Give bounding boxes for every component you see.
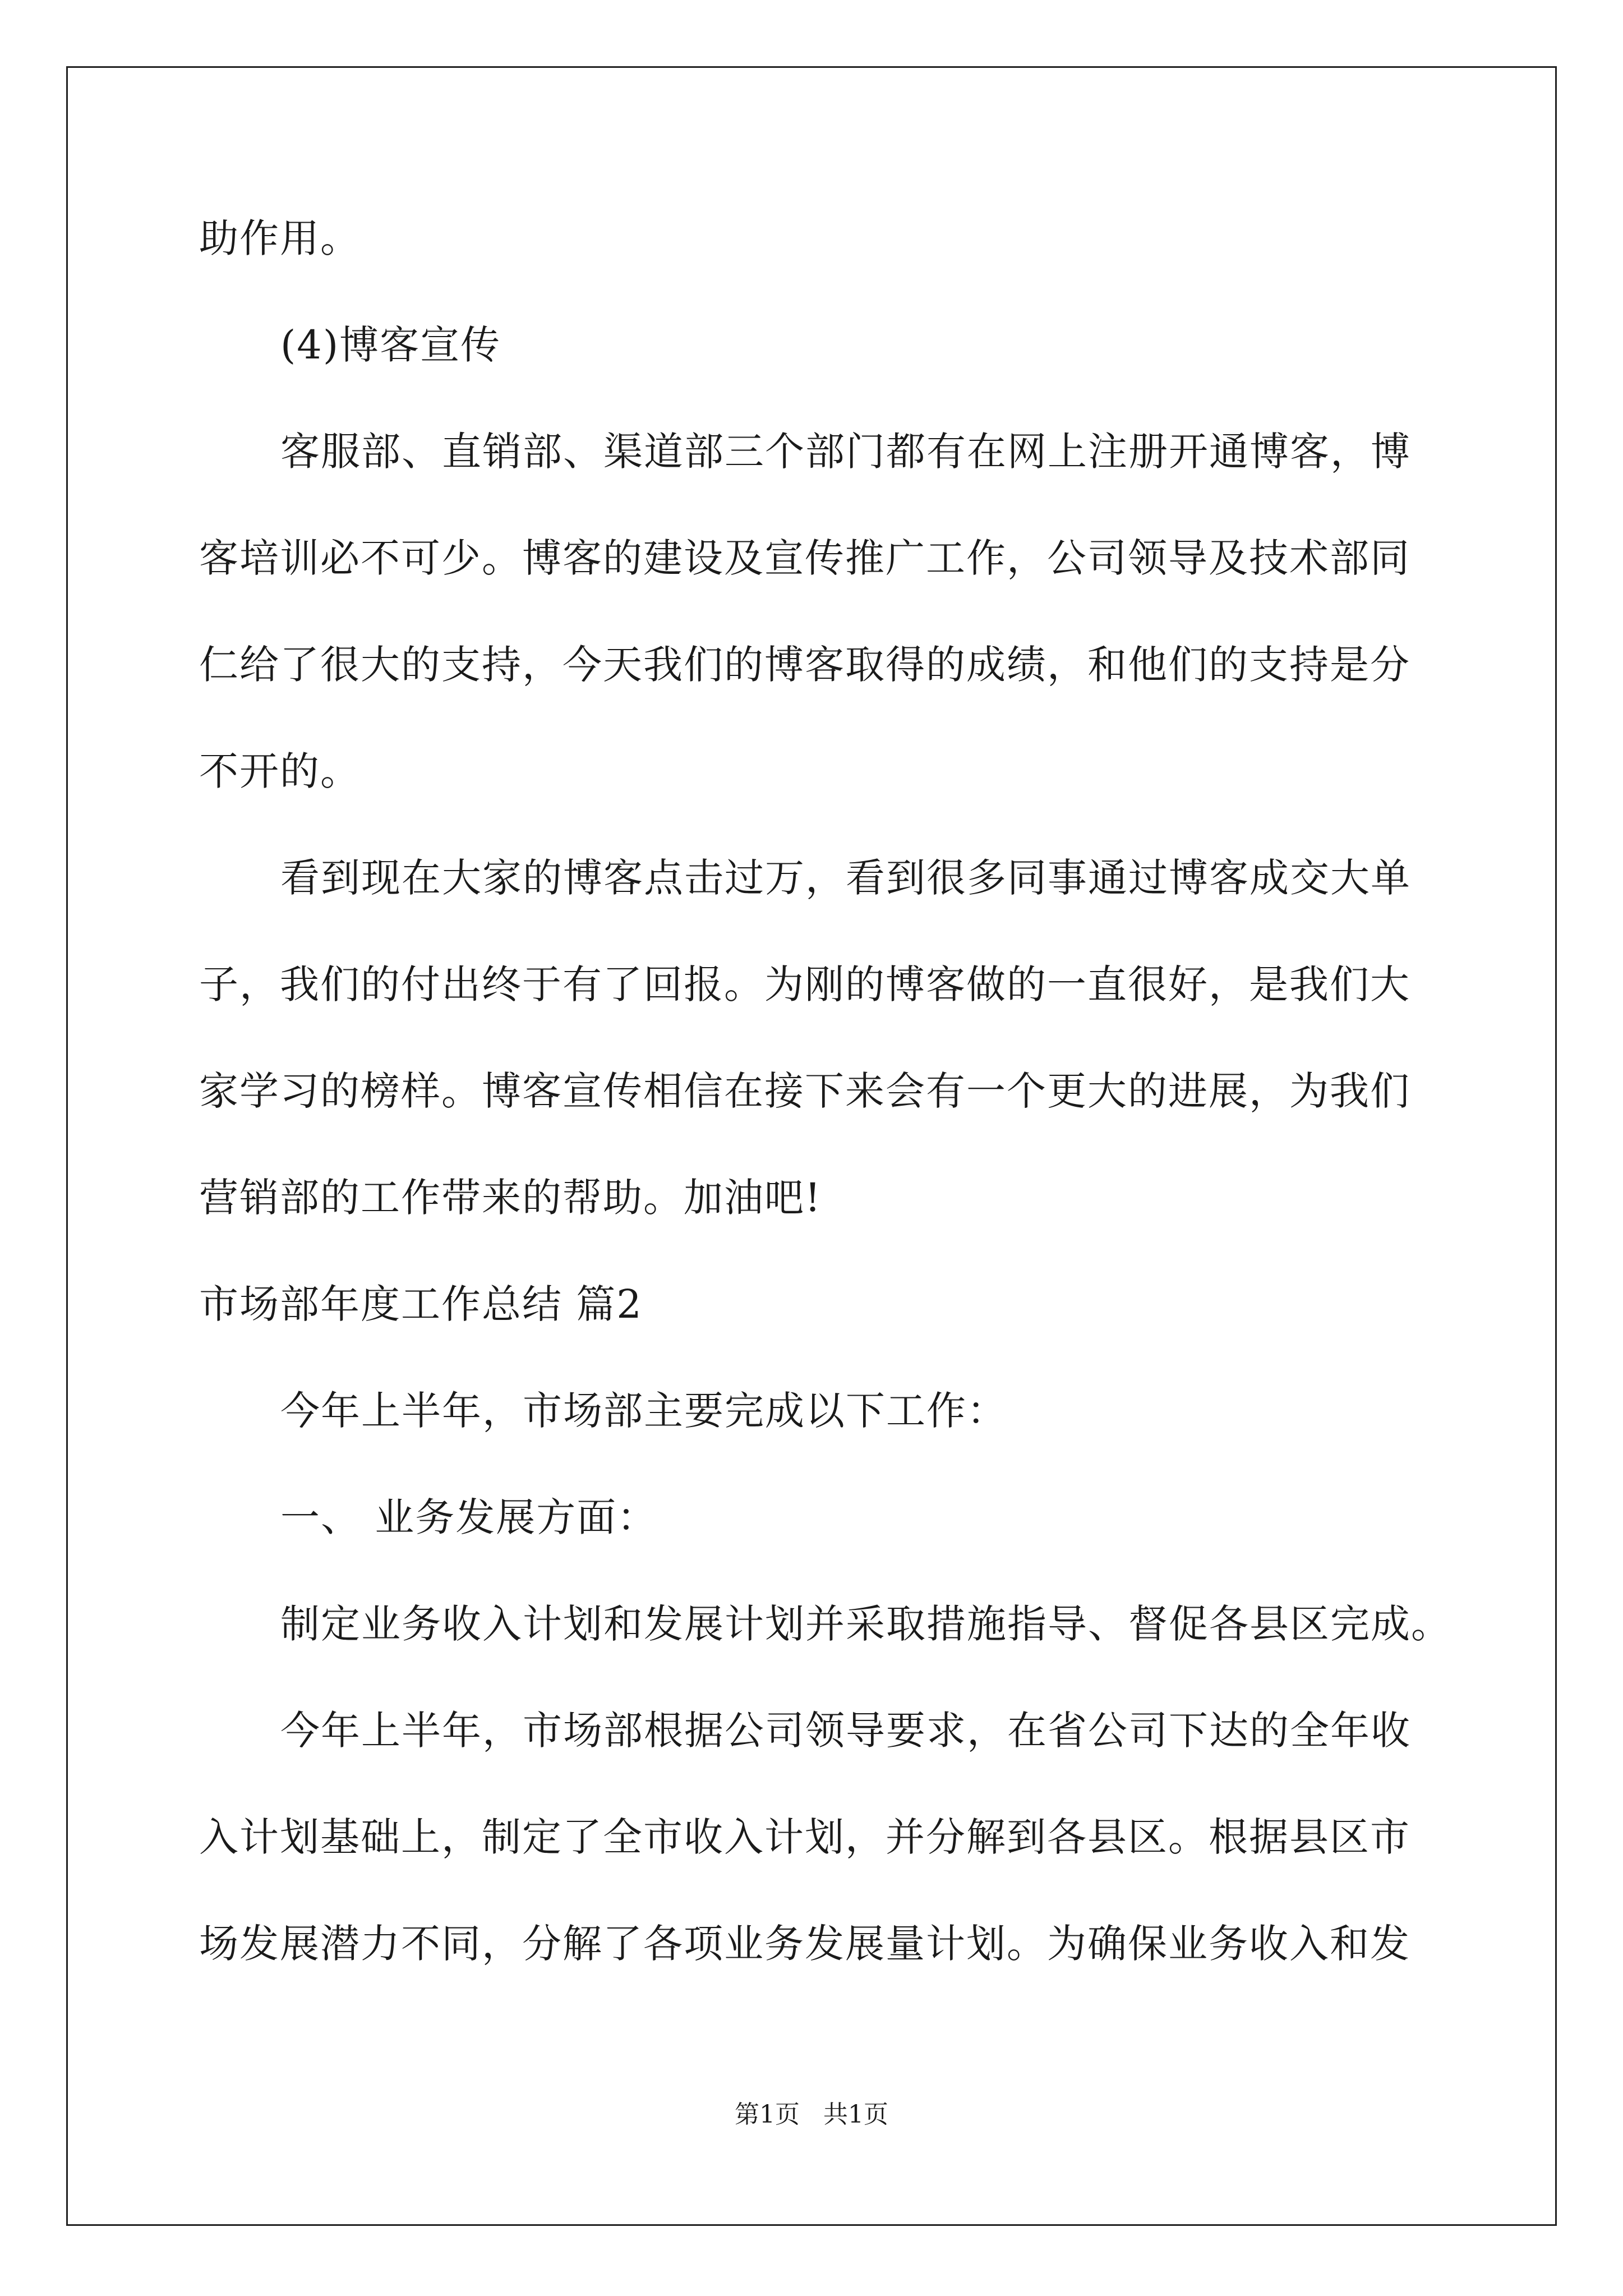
text-line-7: 看到现在大家的博客点击过万，看到很多同事通过博客成交大单 — [280, 855, 1411, 901]
text-line-6: 不开的。 — [199, 748, 361, 794]
text-line-8: 子，我们的付出终于有了回报。为刚的博客做的一直很好，是我们大 — [199, 961, 1410, 1007]
text-line-17: 场发展潜力不同，分解了各项业务发展量计划。为确保业务收入和发 — [199, 1921, 1410, 1967]
text-line-16: 入计划基础上，制定了全市收入计划，并分解到各县区。根据县区市 — [199, 1814, 1410, 1860]
text-line-10: 营销部的工作带来的帮助。加油吧! — [199, 1175, 822, 1221]
section-heading: 市场部年度工作总结 篇2 — [199, 1281, 643, 1327]
text-line-2: (4)博客宣传 — [280, 322, 501, 368]
text-line-4: 客培训必不可少。博客的建设及宣传推广工作，公司领导及技术部同 — [199, 535, 1410, 581]
page-number-footer: 第1页 共1页 — [735, 2100, 888, 2129]
text-line-9: 家学习的榜样。博客宣传相信在接下来会有一个更大的进展，为我们 — [199, 1068, 1410, 1114]
text-line-15: 今年上半年，市场部根据公司领导要求，在省公司下达的全年收 — [280, 1708, 1411, 1754]
text-line-14: 制定业务收入计划和发展计划并采取措施指导、督促各县区完成。 — [280, 1601, 1451, 1647]
text-line-13: 一、 业务发展方面： — [280, 1494, 658, 1540]
text-line-3: 客服部、直销部、渠道部三个部门都有在网上注册开通博客，博 — [280, 429, 1411, 475]
text-line-1: 助作用。 — [199, 215, 361, 261]
text-line-12: 今年上半年，市场部主要完成以下工作： — [280, 1388, 1007, 1434]
text-line-5: 仁给了很大的支持，今天我们的博客取得的成绩，和他们的支持是分 — [199, 642, 1410, 688]
page-border — [66, 66, 1557, 2226]
